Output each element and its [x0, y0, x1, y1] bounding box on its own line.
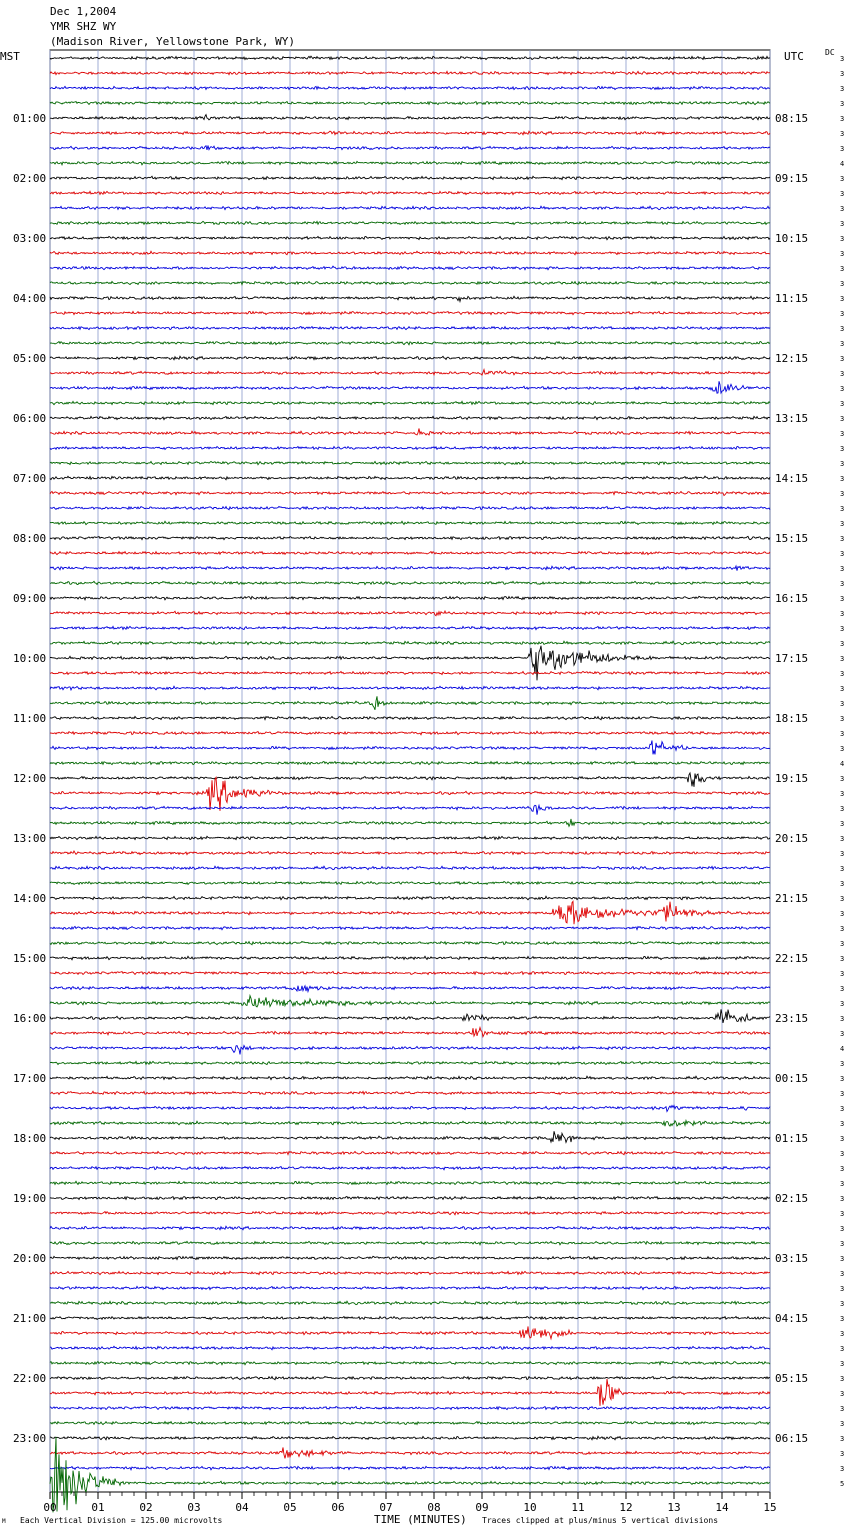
- dc-offset-value: 3: [840, 505, 845, 513]
- dc-offset-value: 3: [840, 550, 845, 558]
- x-axis-label: TIME (MINUTES): [374, 1513, 467, 1526]
- trace-line: [50, 686, 770, 690]
- corner-mark: M: [2, 1518, 6, 1525]
- dc-offset-value: 3: [840, 355, 845, 363]
- dc-offset-value: 3: [840, 730, 845, 738]
- trace-line: [50, 927, 770, 930]
- dc-offset-value: 3: [840, 1090, 845, 1098]
- left-hour-label: 20:00: [13, 1252, 47, 1265]
- dc-offset-value: 3: [840, 1105, 845, 1113]
- dc-offset-value: 3: [840, 460, 845, 468]
- dc-offset-value: 3: [840, 1000, 845, 1008]
- header-location: (Madison River, Yellowstone Park, WY): [50, 35, 296, 48]
- dc-offset-value: 3: [840, 1345, 845, 1353]
- trace-line: [50, 1437, 770, 1512]
- x-tick-label: 09: [475, 1501, 489, 1514]
- dc-offset-value: 3: [840, 595, 845, 603]
- dc-offset-value: 3: [840, 940, 845, 948]
- trace-line: [50, 1076, 770, 1079]
- trace-line: [50, 901, 770, 924]
- dc-offset-value: 3: [840, 955, 845, 963]
- dc-offset-value: 3: [840, 625, 845, 633]
- dc-offset-value: 3: [840, 655, 845, 663]
- trace-line: [50, 146, 770, 150]
- left-hour-label: 14:00: [13, 892, 47, 905]
- left-hour-label: 01:00: [13, 112, 47, 125]
- trace-line: [50, 866, 770, 869]
- left-hour-label: 07:00: [13, 472, 47, 485]
- x-tick-label: 03: [187, 1501, 201, 1514]
- trace-line: [50, 566, 770, 571]
- dc-offset-value: 3: [840, 1300, 845, 1308]
- trace-line: [50, 972, 770, 975]
- trace-line: [50, 671, 770, 674]
- trace-line: [50, 1326, 770, 1338]
- trace-line: [50, 536, 770, 539]
- trace-line: [50, 778, 770, 811]
- trace-line: [50, 986, 770, 992]
- header-date: Dec 1,2004: [50, 5, 117, 18]
- dc-offset-value: 3: [840, 820, 845, 828]
- trace-line: [50, 161, 770, 165]
- trace-line: [50, 236, 770, 239]
- trace-line: [50, 131, 770, 135]
- dc-offset-value: 3: [840, 1390, 845, 1398]
- x-tick-label: 02: [139, 1501, 153, 1514]
- trace-line: [50, 266, 770, 270]
- dc-offset-value: 3: [840, 1315, 845, 1323]
- scale-note: Each Vertical Division = 125.00 microvolts: [20, 1516, 223, 1525]
- right-hour-label: 02:15: [775, 1192, 809, 1205]
- trace-line: [50, 71, 770, 74]
- dc-offset-value: 3: [840, 1015, 845, 1023]
- dc-offset-value: 3: [840, 850, 845, 858]
- dc-offset-value: 4: [840, 160, 845, 168]
- trace-line: [50, 1286, 770, 1289]
- dc-offset-value: 3: [840, 325, 845, 333]
- trace-line: [50, 1181, 770, 1184]
- trace-line: [50, 1346, 770, 1350]
- trace-line: [50, 447, 770, 450]
- x-axis: [43, 1492, 776, 1514]
- dc-offset-value: 3: [840, 1225, 845, 1233]
- right-hour-label: 14:15: [775, 472, 809, 485]
- trace-line: [50, 836, 770, 839]
- dc-offset-value: 3: [840, 910, 845, 918]
- trace-line: [50, 696, 770, 710]
- dc-offset-value: 3: [840, 85, 845, 93]
- dc-offset-value: 5: [840, 1480, 845, 1488]
- dc-offset-value: 3: [840, 175, 845, 183]
- right-hour-labels: [775, 112, 808, 1445]
- trace-line: [50, 611, 770, 616]
- left-hour-label: 03:00: [13, 232, 47, 245]
- dc-offset-value: 3: [840, 1330, 845, 1338]
- left-hour-label: 04:00: [13, 292, 47, 305]
- dc-offset-value: 3: [840, 385, 845, 393]
- dc-offset-value: 3: [840, 220, 845, 228]
- left-hour-label: 06:00: [13, 412, 47, 425]
- trace-line: [50, 1317, 770, 1320]
- x-tick-label: 05: [283, 1501, 297, 1514]
- dc-offset-value: 3: [840, 685, 845, 693]
- trace-line: [50, 996, 770, 1007]
- trace-line: [50, 717, 770, 720]
- trace-line: [50, 1466, 770, 1470]
- trace-line: [50, 1241, 770, 1244]
- dc-offset-value: 3: [840, 1375, 845, 1383]
- right-hour-label: 09:15: [775, 172, 809, 185]
- dc-offset-value: 4: [840, 1045, 845, 1053]
- x-tick-label: 15: [763, 1501, 777, 1514]
- trace-line: [50, 476, 770, 480]
- dc-offset-value: 3: [840, 100, 845, 108]
- trace-line: [50, 731, 770, 734]
- right-hour-label: 20:15: [775, 832, 809, 845]
- dc-offset-value: 3: [840, 565, 845, 573]
- trace-line: [50, 1197, 770, 1200]
- dc-offset-value: 3: [840, 1450, 845, 1458]
- dc-offset-value: 3: [840, 115, 845, 123]
- right-hour-label: 22:15: [775, 952, 809, 965]
- x-tick-label: 14: [715, 1501, 729, 1514]
- trace-line: [50, 1301, 770, 1304]
- trace-line: [50, 1448, 770, 1459]
- dc-offset-value: 3: [840, 1180, 845, 1188]
- dc-offset-value: 3: [840, 1060, 845, 1068]
- right-hour-label: 00:15: [775, 1072, 809, 1085]
- left-hour-label: 12:00: [13, 772, 47, 785]
- x-tick-label: 13: [667, 1501, 681, 1514]
- left-hour-label: 02:00: [13, 172, 47, 185]
- left-hour-label: 17:00: [13, 1072, 47, 1085]
- right-hour-label: 05:15: [775, 1372, 809, 1385]
- x-tick-label: 04: [235, 1501, 249, 1514]
- x-tick-label: 08: [427, 1501, 441, 1514]
- trace-line: [50, 1009, 770, 1023]
- trace-line: [50, 492, 770, 496]
- trace-line: [50, 581, 770, 584]
- left-hour-label: 22:00: [13, 1372, 47, 1385]
- left-hour-label: 15:00: [13, 952, 47, 965]
- trace-line: [50, 416, 770, 419]
- trace-line: [50, 312, 770, 315]
- trace-line: [50, 819, 770, 826]
- left-hour-label: 18:00: [13, 1132, 47, 1145]
- trace-line: [50, 221, 770, 224]
- dc-offset-value: 3: [840, 70, 845, 78]
- x-tick-label: 06: [331, 1501, 345, 1514]
- trace-line: [50, 1105, 770, 1111]
- dc-offset-value: 3: [840, 985, 845, 993]
- trace-line: [50, 461, 770, 465]
- trace-line: [50, 1061, 770, 1064]
- header-station: YMR SHZ WY: [50, 20, 117, 33]
- trace-line: [50, 401, 770, 404]
- dc-offset-value: 3: [840, 205, 845, 213]
- dc-offset-value: 3: [840, 310, 845, 318]
- right-hour-label: 16:15: [775, 592, 809, 605]
- trace-line: [50, 1407, 770, 1410]
- trace-line: [50, 641, 770, 644]
- left-hour-label: 08:00: [13, 532, 47, 545]
- trace-line: [50, 741, 770, 755]
- dc-offset-value: 3: [840, 775, 845, 783]
- dc-offset-value: 3: [840, 1285, 845, 1293]
- dc-offset-value: 3: [840, 265, 845, 273]
- trace-line: [50, 102, 770, 105]
- dc-offset-value: 3: [840, 430, 845, 438]
- trace-line: [50, 956, 770, 959]
- dc-offset-value: 3: [840, 880, 845, 888]
- right-hour-label: 06:15: [775, 1432, 809, 1445]
- right-hour-label: 01:15: [775, 1132, 809, 1145]
- trace-line: [50, 1362, 770, 1365]
- right-hour-label: 04:15: [775, 1312, 809, 1325]
- trace-line: [50, 296, 770, 301]
- trace-line: [50, 381, 770, 393]
- left-hour-label: 19:00: [13, 1192, 47, 1205]
- trace-line: [50, 1436, 770, 1439]
- right-hour-label: 23:15: [775, 1012, 809, 1025]
- right-hour-label: 13:15: [775, 412, 809, 425]
- clip-note: Traces clipped at plus/minus 5 vertical divisions: [482, 1516, 719, 1525]
- right-hour-label: 21:15: [775, 892, 809, 905]
- right-hour-label: 12:15: [775, 352, 809, 365]
- dc-offset-value: 3: [840, 1075, 845, 1083]
- dc-offset-value: 3: [840, 235, 845, 243]
- trace-line: [50, 191, 770, 194]
- dc-offset-value: 3: [840, 700, 845, 708]
- dc-offset-value: 3: [840, 1165, 845, 1173]
- trace-line: [50, 1121, 770, 1127]
- dc-offset-value: 3: [840, 790, 845, 798]
- dc-offset-value: 3: [840, 1405, 845, 1413]
- trace-line: [50, 552, 770, 555]
- x-tick-label: 12: [619, 1501, 633, 1514]
- dc-offset-value: 3: [840, 1135, 845, 1143]
- trace-line: [50, 1046, 770, 1055]
- dc-offset-value: 3: [840, 1420, 845, 1428]
- left-hour-label: 21:00: [13, 1312, 47, 1325]
- right-hour-label: 19:15: [775, 772, 809, 785]
- trace-line: [50, 327, 770, 330]
- dc-offset-value: 3: [840, 130, 845, 138]
- dc-offset-value: 3: [840, 145, 845, 153]
- left-hour-label: 16:00: [13, 1012, 47, 1025]
- dc-offset-value: 3: [840, 745, 845, 753]
- seismic-traces: [50, 56, 770, 1512]
- dc-offset-value: 3: [840, 340, 845, 348]
- trace-line: [50, 942, 770, 945]
- trace-line: [50, 176, 770, 179]
- trace-line: [50, 1422, 770, 1425]
- trace-line: [50, 521, 770, 524]
- dc-offset-value: 3: [840, 1240, 845, 1248]
- dc-offset-value: 3: [840, 400, 845, 408]
- dc-offset-value: 3: [840, 610, 845, 618]
- dc-offset-value: 3: [840, 1030, 845, 1038]
- dc-offset-value: 3: [840, 835, 845, 843]
- left-hour-label: 23:00: [13, 1432, 47, 1445]
- x-tick-label: 00: [43, 1501, 57, 1514]
- dc-offset-value: 3: [840, 1465, 845, 1473]
- right-hour-label: 08:15: [775, 112, 809, 125]
- trace-line: [50, 596, 770, 600]
- trace-line: [50, 762, 770, 765]
- right-hour-label: 03:15: [775, 1252, 809, 1265]
- trace-line: [50, 882, 770, 885]
- dc-offset-value: 3: [840, 250, 845, 258]
- trace-line: [50, 1271, 770, 1274]
- x-tick-label: 01: [91, 1501, 105, 1514]
- dc-offset-value: 3: [840, 415, 845, 423]
- right-hour-label: 11:15: [775, 292, 809, 305]
- trace-line: [50, 1028, 770, 1037]
- dc-offset-value: 3: [840, 640, 845, 648]
- dc-header-label: DC: [825, 48, 835, 57]
- trace-line: [50, 1379, 770, 1406]
- trace-line: [50, 1377, 770, 1380]
- dc-offset-value: 3: [840, 580, 845, 588]
- dc-offset-value: 3: [840, 1195, 845, 1203]
- dc-offset-value: 3: [840, 895, 845, 903]
- dc-offset-value: 3: [840, 55, 845, 63]
- right-hour-label: 10:15: [775, 232, 809, 245]
- trace-line: [50, 115, 770, 120]
- trace-line: [50, 773, 770, 787]
- dc-offset-value: 3: [840, 1210, 845, 1218]
- right-hour-label: 18:15: [775, 712, 809, 725]
- trace-line: [50, 251, 770, 255]
- trace-line: [50, 356, 770, 359]
- dc-offset-value: 4: [840, 760, 845, 768]
- trace-line: [50, 626, 770, 629]
- dc-offset-value: 3: [840, 475, 845, 483]
- trace-line: [50, 1212, 770, 1215]
- trace-line: [50, 342, 770, 345]
- left-hour-label: 05:00: [13, 352, 47, 365]
- dc-offset-value: 3: [840, 520, 845, 528]
- dc-offset-value: 3: [840, 805, 845, 813]
- trace-line: [50, 507, 770, 510]
- left-hour-label: 11:00: [13, 712, 47, 725]
- dc-offset-column: [840, 55, 844, 1488]
- dc-offset-value: 3: [840, 1120, 845, 1128]
- dc-offset-value: 3: [840, 970, 845, 978]
- x-tick-label: 11: [571, 1501, 585, 1514]
- right-timezone-label: UTC: [784, 50, 804, 63]
- dc-offset-value: 3: [840, 190, 845, 198]
- left-hour-label: 10:00: [13, 652, 47, 665]
- dc-offset-value: 3: [840, 1270, 845, 1278]
- trace-line: [50, 56, 770, 60]
- dc-offset-value: 3: [840, 280, 845, 288]
- left-timezone-label: MST: [0, 50, 20, 63]
- trace-line: [50, 1256, 770, 1259]
- trace-line: [50, 805, 770, 814]
- trace-line: [50, 1226, 770, 1229]
- trace-line: [50, 282, 770, 285]
- trace-line: [50, 206, 770, 209]
- trace-line: [50, 429, 770, 436]
- left-hour-label: 09:00: [13, 592, 47, 605]
- dc-offset-value: 3: [840, 865, 845, 873]
- dc-offset-value: 3: [840, 370, 845, 378]
- trace-line: [50, 1091, 770, 1094]
- dc-offset-value: 3: [840, 670, 845, 678]
- trace-line: [50, 851, 770, 855]
- right-hour-label: 17:15: [775, 652, 809, 665]
- trace-line: [50, 646, 770, 681]
- left-hour-label: 13:00: [13, 832, 47, 845]
- trace-line: [50, 896, 770, 900]
- left-hour-labels: [13, 112, 46, 1445]
- right-hour-label: 15:15: [775, 532, 809, 545]
- dc-offset-value: 3: [840, 715, 845, 723]
- trace-line: [50, 1166, 770, 1169]
- trace-line: [50, 86, 770, 89]
- dc-offset-value: 3: [840, 1255, 845, 1263]
- dc-offset-value: 3: [840, 445, 845, 453]
- dc-offset-value: 3: [840, 535, 845, 543]
- trace-line: [50, 1131, 770, 1142]
- x-tick-label: 07: [379, 1501, 393, 1514]
- trace-line: [50, 1152, 770, 1155]
- dc-offset-value: 3: [840, 1435, 845, 1443]
- dc-offset-value: 3: [840, 925, 845, 933]
- dc-offset-value: 3: [840, 295, 845, 303]
- dc-offset-value: 3: [840, 1150, 845, 1158]
- trace-line: [50, 370, 770, 376]
- dc-offset-value: 3: [840, 1360, 845, 1368]
- x-tick-label: 10: [523, 1501, 537, 1514]
- dc-offset-value: 3: [840, 490, 845, 498]
